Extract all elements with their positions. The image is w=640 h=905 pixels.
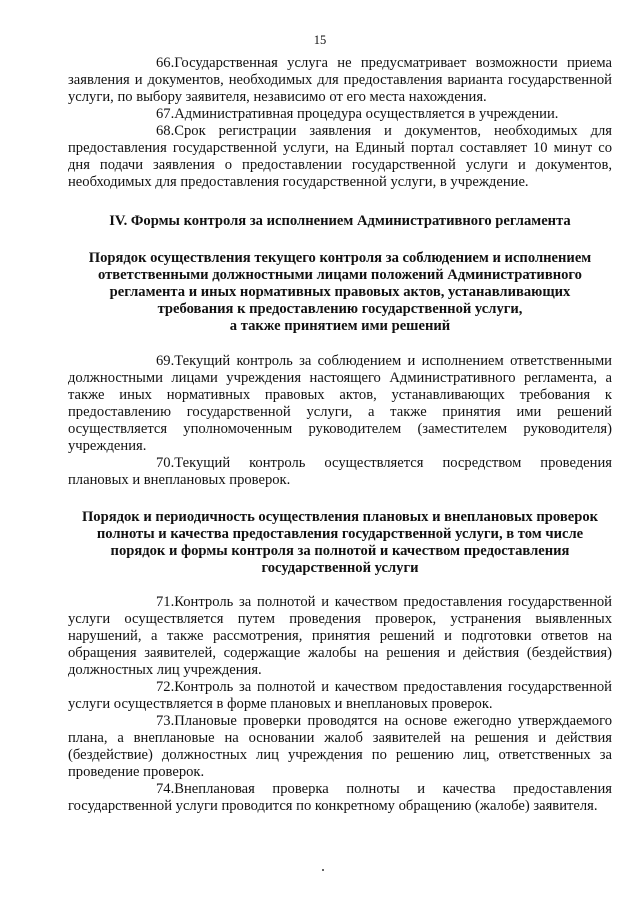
paragraph-number: 73.: [156, 713, 175, 729]
paragraph-text: Плановые проверки проводятся на основе ежегодно утверждаемого плана, а внеплановые на основании жалоб заявителей на решения и действия (бездействие) должностных лиц учреждения по решению лиц, ответственных за проведение проверок.: [68, 713, 612, 780]
paragraph-number: 68.: [156, 123, 175, 139]
paragraph-text: Административная процедура осуществляется в учреждении.: [174, 106, 559, 122]
paragraph-number: 71.: [156, 594, 175, 610]
paragraph-text: Внеплановая проверка полноты и качества предоставления государственной услуги проводится по конкретному обращению (жалобе) заявителя.: [68, 781, 612, 814]
section-heading-iv: IV. Формы контроля за исполнением Административного регламента: [109, 213, 571, 229]
paragraph-text: Текущий контроль осуществляется посредством проведения плановых и внеплановых проверок.: [68, 455, 612, 488]
paragraph-70: [68, 455, 612, 489]
paragraph-number: 67.: [156, 106, 175, 122]
document-body: [68, 55, 612, 815]
paragraph-68: [68, 123, 612, 191]
subsection-heading-inspections: Порядок и периодичность осуществления плановых и внеплановых проверок полноты и качества предоставления государственной услуги, в том числе порядок и формы контроля за полнотой и качеством предоставления государственной услуги: [81, 509, 599, 576]
spacer: [68, 335, 612, 353]
scan-speck: [322, 869, 324, 871]
paragraph-number: 72.: [156, 679, 175, 695]
paragraph-74: [68, 781, 612, 815]
paragraph-number: 69.: [156, 353, 175, 369]
paragraph-71: [68, 594, 612, 679]
paragraph-text: Контроль за полнотой и качеством предоставления государственной услуги осуществляется путем проведения проверок, устранения выявленных нарушений, а также рассмотрения, принятия решений и подготовки ответов на обращения заявителей, содержащие жалобы на решения и действия (бездействия) должностных лиц учреждения.: [68, 594, 612, 678]
paragraph-72: [68, 679, 612, 713]
paragraph-number: 66.: [156, 55, 175, 71]
subsection-heading-current-control: Порядок осуществления текущего контроля за соблюдением и исполнением ответственными должностными лицами положений Административного регламента и иных нормативных правовых актов, устанавливающих требования к предоставлению государственной услуги, а также принятием ими решений: [88, 250, 592, 334]
paragraph-text: Текущий контроль за соблюдением и исполнением ответственными должностными лицами учреждения настоящего Административного регламента, а также иных нормативных правовых актов, устанавливающих требования к предоставлению государственной услуги, а также принятия ими решений осуществляется уполномоченным руководителем (заместителем руководителя) учреждения.: [68, 353, 612, 454]
paragraph-number: 74.: [156, 781, 175, 797]
paragraph-text: Срок регистрации заявления и документов, необходимых для предоставления государственной услуги, на Единый портал составляет 10 минут со дня подачи заявления о предоставлении государственной услуги и документов, необходимых для предоставления государственной услуги, в учреждение.: [68, 123, 612, 190]
paragraph-number: 70.: [156, 455, 175, 471]
paragraph-69: [68, 353, 612, 455]
paragraph-73: [68, 713, 612, 781]
paragraph-text: Контроль за полнотой и качеством предоставления государственной услуги осуществляется в форме плановых и внеплановых проверок.: [68, 679, 612, 712]
paragraph-66: [68, 55, 612, 106]
spacer: [68, 577, 612, 594]
paragraph-67: [68, 106, 612, 123]
paragraph-text: Государственная услуга не предусматривает возможности приема заявления и документов, необходимых для предоставления варианта государственной услуги, по выбору заявителя, независимо от его места нахождения.: [68, 55, 612, 105]
page-number: 15: [313, 33, 327, 47]
